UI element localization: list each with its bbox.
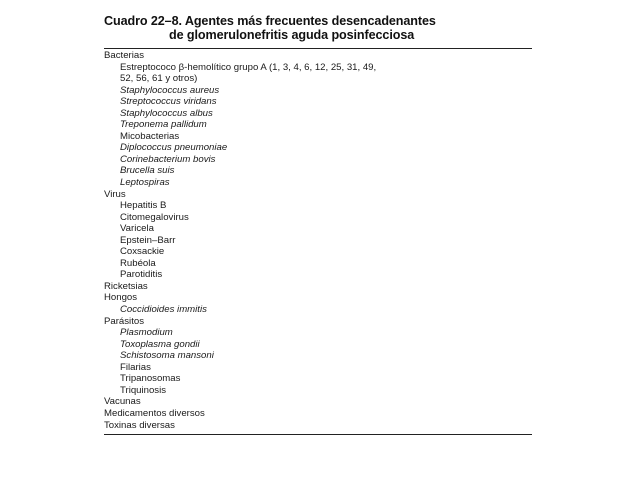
category-vacunas: Vacunas	[104, 396, 141, 408]
list-item: Rubéola	[120, 257, 156, 269]
list-item: Parotiditis	[120, 269, 163, 281]
category-parasitos: Parásitos	[104, 315, 144, 327]
strepto-line-1: Estreptococo β-hemolítico grupo A (1, 3, 4, 6, 12, 25, 31, 49,	[120, 61, 377, 73]
list-item: Streptococcus viridans	[120, 96, 217, 108]
list-item: Brucella suis	[120, 165, 175, 177]
strepto-line-2: 52, 56, 61 y otros)	[120, 73, 198, 85]
list-item: Schistosoma mansoni	[120, 350, 214, 362]
list-item: Diplococcus pneumoniae	[120, 142, 228, 154]
list-item: Epstein–Barr	[120, 234, 176, 246]
category-medicamentos: Medicamentos diversos	[104, 407, 205, 419]
list-item: Toxoplasma gondii	[120, 338, 200, 350]
list-item: Plasmodium	[120, 327, 173, 339]
list-item: Citomegalovirus	[120, 211, 189, 223]
list-item: Corinebacterium bovis	[120, 153, 216, 165]
bottom-rule	[104, 434, 532, 435]
table-document	[104, 14, 534, 435]
list-item: Tripanosomas	[120, 373, 181, 385]
title-line-2: de glomerulonefritis aguda posinfecciosa	[169, 28, 415, 42]
list-item: Treponema pallidum	[120, 119, 207, 131]
list-item: Staphylococcus albus	[120, 107, 213, 119]
category-ricketsias: Ricketsias	[104, 280, 148, 292]
list-item: Varicela	[120, 223, 154, 235]
list-item: Hepatitis B	[120, 200, 167, 212]
list-item: Coxsackie	[120, 246, 165, 258]
list-item	[104, 62, 534, 85]
category-bacterias: Bacterias	[104, 50, 144, 61]
category-virus: Virus	[104, 188, 126, 200]
list-item: Leptospiras	[120, 177, 170, 189]
category-toxinas: Toxinas diversas	[104, 419, 175, 431]
list-item: Micobacterias	[120, 130, 180, 142]
agent-list	[104, 50, 534, 431]
category-hongos: Hongos	[104, 292, 138, 304]
table-title	[104, 14, 534, 42]
list-item: Coccidioides immitis	[120, 304, 207, 316]
list-item: Staphylococcus aureus	[120, 84, 220, 96]
top-rule	[104, 48, 532, 49]
list-item: Triquinosis	[120, 384, 167, 396]
title-line-1: Cuadro 22–8. Agentes más frecuentes desencadenantes	[104, 14, 436, 28]
list-item: Filarias	[120, 361, 151, 373]
